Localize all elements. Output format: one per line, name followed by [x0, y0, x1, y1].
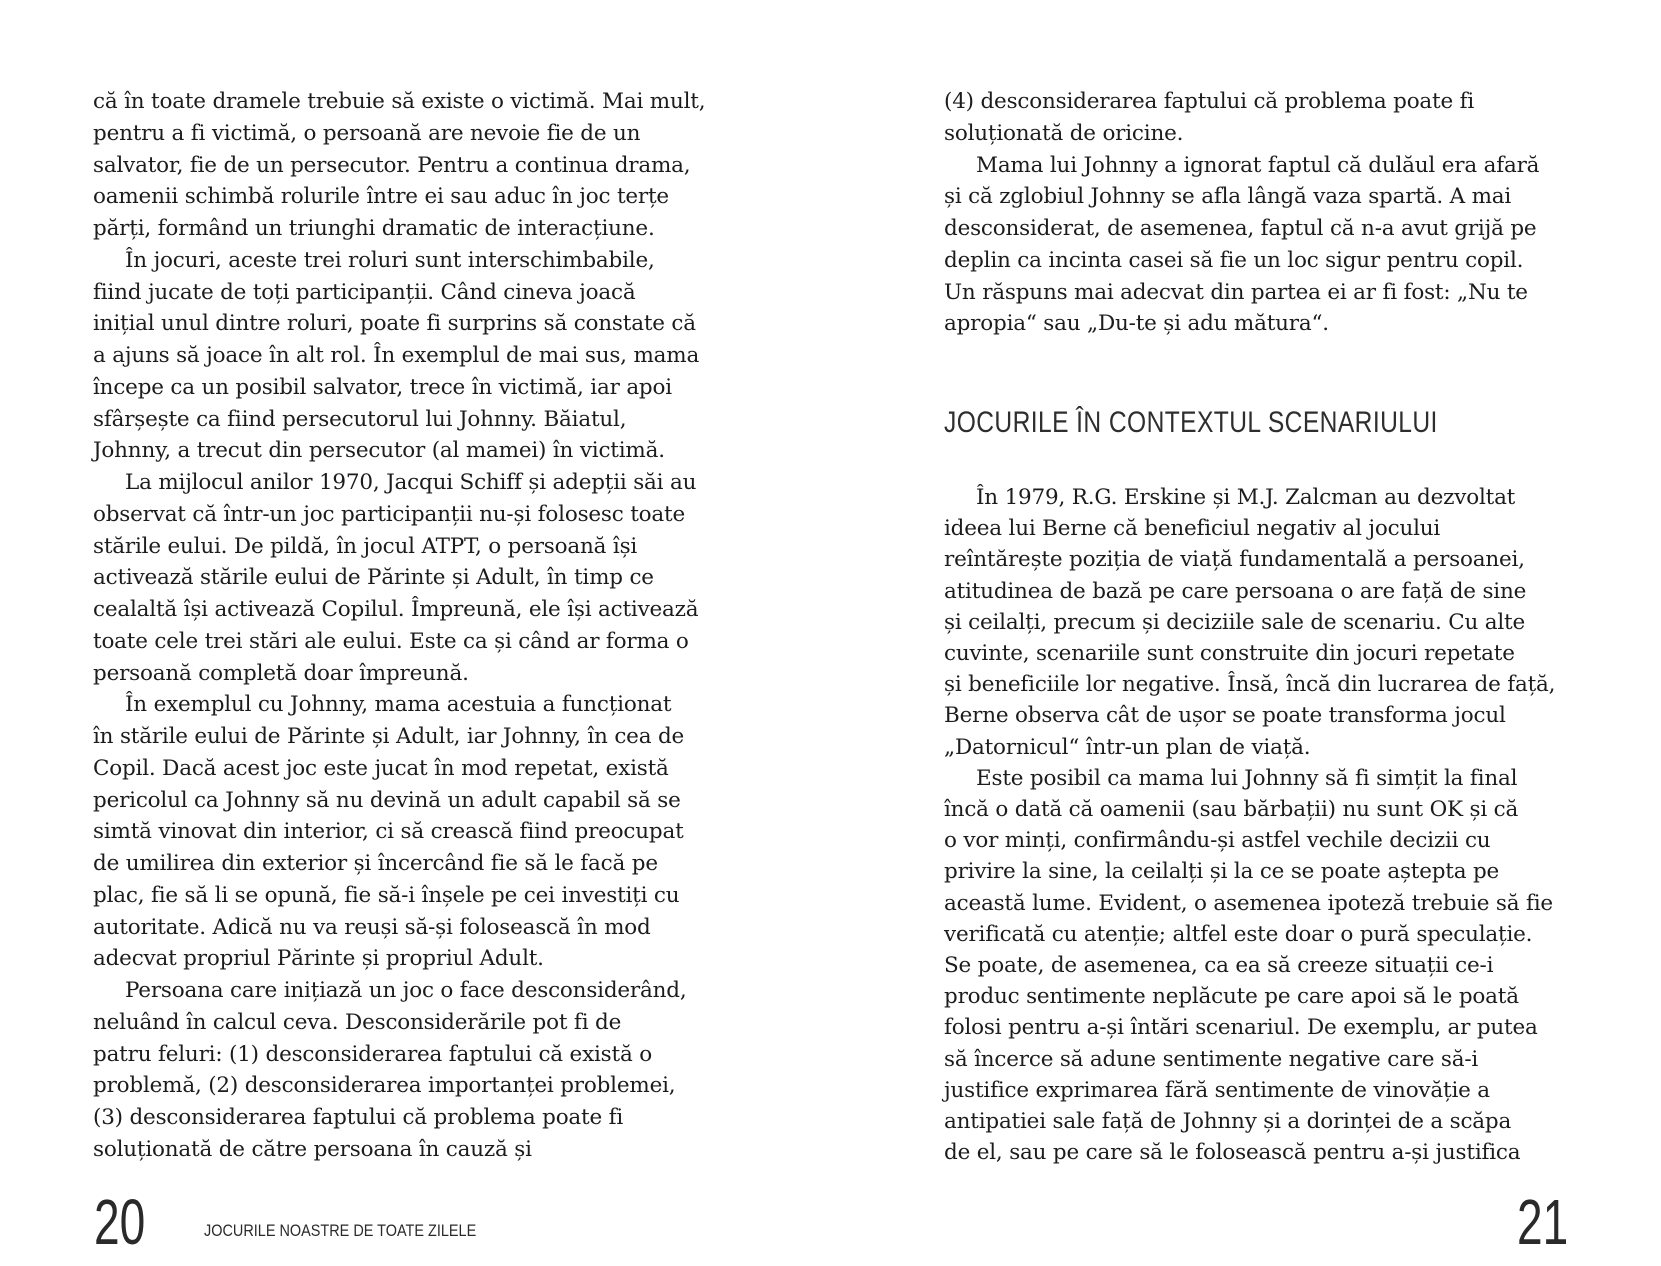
text-line: stările eului. De pildă, în jocul ATPT, o persoană își: [93, 533, 638, 559]
text-line: că în toate dramele trebuie să existe o victimă. Mai mult,: [93, 89, 706, 114]
text-line: soluționată de oricine.: [944, 120, 1184, 146]
text-line: neluând în calcul ceva. Desconsiderările pot fi de: [93, 1009, 622, 1035]
text-line: în stările eului de Părinte și Adult, iar Johnny, în cea de: [93, 724, 685, 749]
text-line: salvator, fie de un persecutor. Pentru a continua drama,: [93, 152, 691, 178]
text-line: persoană completă doar împreună.: [93, 660, 469, 686]
text-line: reîntărește poziția de viață fundamentală a persoanei,: [944, 547, 1525, 573]
text-line: Mama lui Johnny a ignorat faptul că dulăul era afară: [976, 152, 1540, 178]
text-line: încă o dată că oamenii (sau bărbații) nu sunt OK și că: [944, 797, 1519, 822]
text-line: de el, sau pe care să le folosească pentru a-și justifica: [944, 1140, 1521, 1166]
text-line: folosi pentru a-și întări scenariul. De exemplu, ar putea: [944, 1015, 1538, 1041]
text-line: Copil. Dacă acest joc este jucat în mod repetat, există: [93, 755, 669, 781]
text-line: produc sentimente neplăcute pe care apoi să le poată: [944, 984, 1519, 1010]
text-line: inițial unul dintre roluri, poate fi surprins să constate că: [93, 311, 696, 337]
running-title: JOCURILE NOASTRE DE TOATE ZILELE: [204, 1221, 477, 1240]
text-line: antipatiei sale față de Johnny și a dorinței de a scăpa: [944, 1109, 1512, 1134]
text-line: desconsiderat, de asemenea, faptul că n-a avut grijă pe: [944, 216, 1537, 241]
text-line: și ceilalți, precum și deciziile sale de scenariu. Cu alte: [944, 609, 1526, 635]
text-line: Johnny, a trecut din persecutor (al mamei) în victimă.: [93, 438, 665, 464]
text-line: verificată cu atenție; altfel este doar o pură speculație.: [944, 921, 1533, 947]
text-line: patru feluri: (1) desconsiderarea faptului că există o: [93, 1041, 652, 1067]
text-line: de umilirea din exterior și încercând fie să le facă pe: [93, 851, 658, 876]
text-line: să încerce să adune sentimente negative care să-i: [944, 1046, 1479, 1072]
text-line: Se poate, de asemenea, ca ea să creeze situații ce-i: [944, 953, 1494, 978]
text-line: fiind jucate de toți participanții. Când cineva joacă: [93, 279, 636, 305]
text-line: o vor minți, confirmându-și astfel vechile decizii cu: [944, 828, 1491, 854]
text-line: pericolul ca Johnny să nu devină un adult capabil să se: [93, 787, 681, 813]
text-line: La mijlocul anilor 1970, Jacqui Schiff și adepții săi au: [125, 470, 697, 495]
text-line: În 1979, R.G. Erskine și M.J. Zalcman au dezvoltat: [976, 485, 1516, 510]
text-line: (3) desconsiderarea faptului că problema poate fi: [93, 1105, 624, 1130]
text-line: sfârșește ca fiind persecutorul lui Johnny. Băiatul,: [93, 406, 627, 432]
text-line: și că zglobiul Johnny se afla lângă vaza spartă. A mai: [944, 184, 1512, 210]
text-line: activează stările eului de Părinte și Adult, în timp ce: [93, 565, 654, 591]
text-line: plac, fie să li se opună, fie să-i înșele pe cei investiți cu: [93, 882, 680, 908]
text-line: autoritate. Adică nu va reuși să-și folosească în mod: [93, 914, 651, 940]
text-line: privire la sine, la ceilalți și la ce se poate aștepta pe: [944, 859, 1500, 885]
text-line: Un răspuns mai adecvat din partea ei ar fi fost: „Nu te: [944, 279, 1528, 305]
text-line: părți, formând un triunghi dramatic de interacțiune.: [93, 216, 655, 241]
text-line: problemă, (2) desconsiderarea importanței problemei,: [93, 1073, 676, 1099]
text-line: În exemplul cu Johnny, mama acestuia a funcționat: [125, 692, 672, 718]
text-line: observat că într-un joc participanții nu-și folosesc toate: [93, 501, 685, 527]
text-line: atitudinea de bază pe care persoana o are față de sine: [944, 578, 1527, 604]
text-line: apropia“ sau „Du-te și adu mătura“.: [944, 311, 1329, 337]
text-line: și beneficiile lor negative. Însă, încă din lucrarea de față,: [944, 672, 1556, 698]
text-line: (4) desconsiderarea faptului că problema poate fi: [944, 89, 1475, 114]
text-line: În jocuri, aceste trei roluri sunt interschimbabile,: [125, 247, 655, 273]
text-line: ideea lui Berne că beneficiul negativ al jocului: [944, 516, 1441, 542]
text-line: soluționată de către persoana în cauză și: [93, 1136, 532, 1162]
section-heading: JOCURILE ÎN CONTEXTUL SCENARIULUI: [944, 406, 1438, 439]
text-line: începe ca un posibil salvator, trece în victimă, iar apoi: [93, 374, 672, 400]
text-line: „Datornicul“ într-un plan de viață.: [944, 734, 1311, 760]
text-line: această lume. Evident, o asemenea ipoteză trebuie să fie: [944, 890, 1553, 916]
text-line: deplin ca incinta casei să fie un loc sigur pentru copil.: [944, 247, 1524, 273]
text-line: cealaltă își activează Copilul. Împreună, ele își activează: [93, 597, 699, 622]
text-line: cuvinte, scenariile sunt construite din jocuri repetate: [944, 641, 1515, 666]
text-line: Berne observa cât de ușor se poate transforma jocul: [944, 703, 1506, 729]
text-line: oamenii schimbă rolurile între ei sau aduc în joc terțe: [93, 184, 669, 210]
text-line: justifice exprimarea fără sentimente de vinovăție a: [944, 1077, 1490, 1103]
text-line: Persoana care inițiază un joc o face desconsiderând,: [125, 978, 687, 1003]
page-number-right: 21: [1517, 1186, 1569, 1258]
text-line: a ajuns să joace în alt rol. În exemplul de mai sus, mama: [93, 343, 700, 368]
text-line: pentru a fi victimă, o persoană are nevoie fie de un: [93, 120, 641, 146]
text-line: toate cele trei stări ale eului. Este ca și când ar forma o: [93, 628, 689, 654]
text-line: adecvat propriul Părinte și propriul Adult.: [93, 946, 544, 972]
text-line: Este posibil ca mama lui Johnny să fi simțit la final: [976, 765, 1518, 791]
page-number-left: 20: [94, 1186, 146, 1258]
text-line: simtă vinovat din interior, ci să crească fiind preocupat: [93, 819, 684, 845]
